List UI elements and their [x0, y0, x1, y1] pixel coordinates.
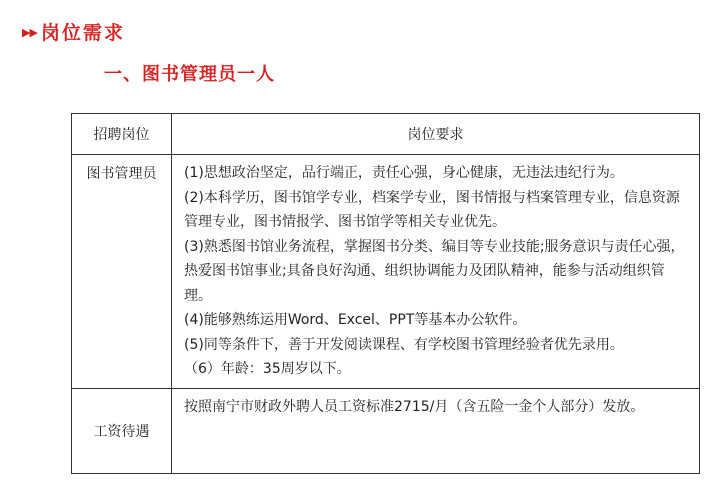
requirement-item: (2)本科学历，图书馆学专业，档案学专业，图书情报与档案管理专业，信息资源管理专业，图书情报学、图书馆学等相关专业优先。	[184, 189, 680, 230]
requirement-item: (1)思想政治坚定，品行端正，责任心强，身心健康，无违法违纪行为。	[184, 165, 624, 181]
subheading: 一、图书管理员一人	[104, 64, 275, 85]
salary-text: 按照南宁市财政外聘人员工资标准2715/月（含五险一金个人部分）发放。	[184, 398, 645, 415]
table-row	[72, 388, 700, 473]
section-header	[22, 18, 125, 45]
header-requirements: 岗位要求	[172, 114, 700, 155]
header-position: 招聘岗位	[72, 114, 172, 155]
requirements-cell	[172, 155, 700, 389]
table-header-row	[72, 114, 700, 155]
section-title: 岗位需求	[40, 22, 125, 44]
position-cell: 图书管理员	[72, 155, 172, 389]
table-row	[72, 155, 700, 389]
double-arrow-icon: ▶▶	[22, 26, 37, 39]
position-cell: 工资待遇	[72, 388, 172, 473]
requirement-item: （6）年龄：35周岁以下。	[184, 361, 351, 377]
requirements-table	[71, 113, 700, 474]
requirement-item: (3)熟悉图书馆业务流程，掌握图书分类、编目等专业技能;服务意识与责任心强，热爱图书馆事业;具备良好沟通、组织协调能力及团队精神，能参与活动组织管理。	[184, 238, 685, 304]
requirement-item: (4)能够熟练运用Word、Excel、PPT等基本办公软件。	[184, 312, 527, 328]
salary-cell	[172, 388, 700, 473]
requirement-item: (5)同等条件下，善于开发阅读课程、有学校图书管理经验者优先录用。	[184, 336, 624, 353]
